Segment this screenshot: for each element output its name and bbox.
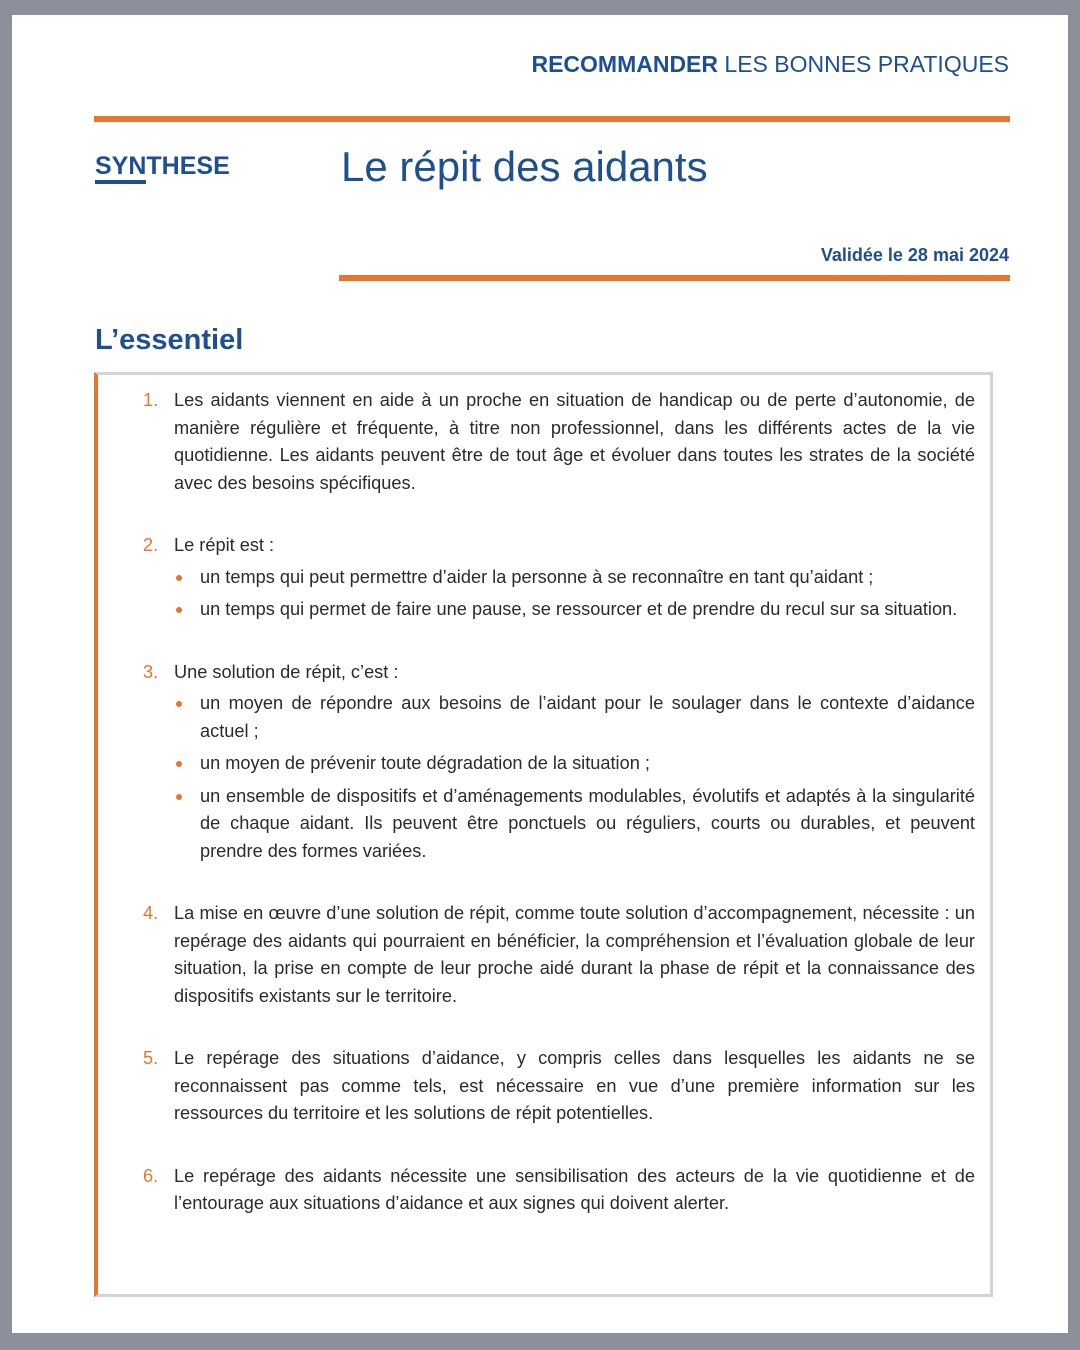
sub-item-text: un moyen de prévenir toute dégradation de la situation ; (200, 753, 650, 773)
item-number: 6. (143, 1165, 159, 1186)
sub-list-item (174, 596, 975, 624)
section-label-underline (95, 180, 146, 184)
sub-list (174, 564, 975, 624)
sub-item-text: un ensemble de dispositifs et d’aménagements modulables, évolutifs et adaptés à la singularité de chaque aidant. Ils peuvent être ponctuels ou réguliers, courts ou durables, et peuvent prendre des formes variées. (200, 785, 975, 861)
sub-list-item (174, 564, 975, 592)
item-number: 1. (143, 390, 159, 410)
bullet-icon (176, 701, 182, 707)
bullet-icon (176, 794, 182, 800)
series-tag (531, 51, 1009, 78)
essentiel-heading: L’essentiel (95, 324, 244, 356)
sub-list (174, 690, 975, 865)
item-text: Le repérage des aidants nécessite une sensibilisation des acteurs de la vie quotidienne et de l’entourage aux situations d’aidance et aux signes qui doivent alerter. (174, 1165, 975, 1213)
list-item (143, 900, 975, 1010)
series-tag-rest: LES BONNES PRATIQUES (718, 51, 1009, 77)
top-divider (94, 116, 1010, 122)
section-label: SYNTHESE (95, 152, 230, 180)
sub-item-text: un temps qui peut permettre d’aider la personne à se reconnaître en tant qu’aidant ; (200, 566, 874, 587)
sub-list-item (174, 783, 975, 866)
document-page (12, 15, 1068, 1333)
sub-list-item (174, 690, 975, 745)
sub-item-text: un moyen de répondre aux besoins de l’aidant pour le soulager dans le contexte d’aidance actuel ; (200, 693, 975, 741)
essentiel-list (143, 387, 975, 1253)
item-text: Une solution de répit, c’est : (174, 661, 399, 682)
title-divider (339, 275, 1010, 281)
item-number: 4. (143, 903, 159, 923)
item-text: Les aidants viennent en aide à un proche en situation de handicap ou de perte d’autonomie, de manière régulière et fréquente, à titre non professionnel, dans les différents actes de la vie quotidienne. Les aidants peuvent être de tout âge et évoluer dans toutes les strates de la société avec des besoins spécifiques. (174, 390, 975, 493)
series-tag-bold: RECOMMANDER (531, 51, 719, 77)
item-number: 5. (143, 1048, 159, 1068)
list-item (143, 532, 975, 624)
bullet-icon (176, 761, 182, 767)
sub-item-text: un temps qui permet de faire une pause, se ressourcer et de prendre du recul sur sa situation. (200, 599, 958, 619)
item-number: 3. (143, 661, 159, 682)
page-title: Le répit des aidants (341, 143, 708, 190)
validation-date: Validée le 28 mai 2024 (820, 245, 1009, 265)
item-text: Le repérage des situations d’aidance, y compris celles dans lesquelles les aidants ne se reconnaissent pas comme tels, est nécessaire en vue d’une première information sur les ressources du territoire et les solutions de répit potentielles. (174, 1048, 975, 1123)
list-item (143, 659, 975, 866)
bullet-icon (176, 607, 182, 613)
list-item (143, 1045, 975, 1128)
list-item (143, 387, 975, 497)
essentiel-box (94, 372, 993, 1297)
bullet-icon (176, 575, 182, 581)
item-text: Le répit est : (174, 535, 275, 555)
list-item (143, 1163, 975, 1218)
item-text: La mise en œuvre d’une solution de répit, comme toute solution d’accompagnement, nécessite : un repérage des aidants qui pourraient en bénéficier, la compréhension et l’évaluation globale de leur situation, la prise en compte de leur proche aidé durant la phase de répit et la connaissance des dispositifs existants sur le territoire. (174, 903, 975, 1006)
sub-list-item (174, 750, 975, 778)
item-number: 2. (143, 535, 159, 555)
